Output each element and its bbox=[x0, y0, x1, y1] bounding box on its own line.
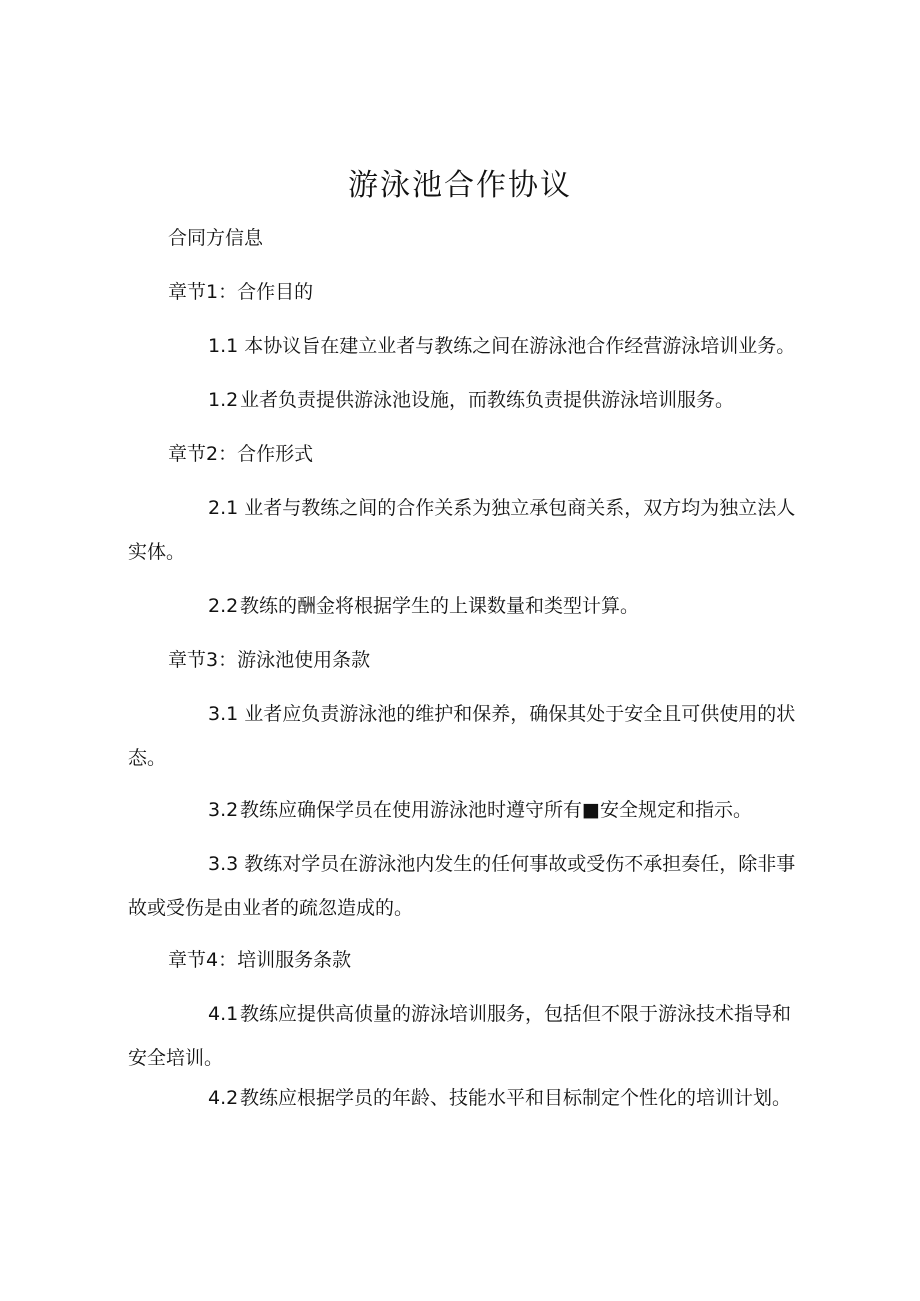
clause-2-1 bbox=[128, 486, 796, 574]
clause-4-2 bbox=[128, 1076, 796, 1120]
clause-number: 2.1 bbox=[208, 497, 239, 519]
paragraph-text: 章节2：合作形式 bbox=[168, 443, 314, 465]
clause-number: 3.2 bbox=[208, 799, 239, 821]
clause-number: 4.1 bbox=[208, 1003, 239, 1025]
clause-2-2 bbox=[128, 584, 796, 628]
clause-text: 教练的酬金将根据学生的上课数量和类型计算。 bbox=[240, 595, 640, 617]
clause-3-3 bbox=[128, 842, 796, 930]
clause-number: 1.1 bbox=[208, 335, 239, 357]
clause-text: 业者负责提供游泳池设施，而教练负责提供游泳培训服务。 bbox=[240, 389, 735, 411]
paragraph-parties-info bbox=[128, 216, 796, 260]
clause-text: 本协议旨在建立业者与教练之间在游泳池合作经营游泳培训业务。 bbox=[244, 335, 796, 357]
section-heading-2 bbox=[128, 432, 796, 476]
clause-text: 教练应确保学员在使用游泳池时遵守所有■安全规定和指示。 bbox=[240, 799, 752, 821]
clause-number: 1.2 bbox=[208, 389, 239, 411]
paragraph-text: 章节1：合作目的 bbox=[168, 281, 314, 303]
section-heading-4 bbox=[128, 938, 796, 982]
clause-number: 3.1 bbox=[208, 703, 239, 725]
clause-1-1 bbox=[128, 324, 796, 368]
section-heading-1 bbox=[128, 270, 796, 314]
clause-number: 4.2 bbox=[208, 1087, 239, 1109]
clause-text: 业者应负责游泳池的维护和保养，确保其处于安全且可供使用的状态。 bbox=[128, 703, 796, 769]
section-heading-3 bbox=[128, 638, 796, 682]
paragraph-text: 合同方信息 bbox=[168, 227, 264, 249]
clause-3-1 bbox=[128, 692, 796, 780]
clause-3-2 bbox=[128, 788, 796, 832]
clause-1-2 bbox=[128, 378, 796, 422]
document-title: 游泳池合作协议 bbox=[348, 168, 572, 203]
clause-number: 2.2 bbox=[208, 595, 239, 617]
clause-number: 3.3 bbox=[208, 853, 239, 875]
paragraph-text: 章节4：培训服务条款 bbox=[168, 949, 352, 971]
clause-text: 教练对学员在游泳池内发生的任何事故或受伤不承担奏任，除非事故或受伤是由业者的疏忽造成的。 bbox=[128, 853, 796, 919]
clause-text: 业者与教练之间的合作关系为独立承包商关系，双方均为独立法人实体。 bbox=[128, 497, 796, 563]
paragraph-text: 章节3：游泳池使用条款 bbox=[168, 649, 371, 671]
clause-text: 教练应提供高侦量的游泳培训服务，包括但不限于游泳技术指导和安全培训。 bbox=[128, 1003, 792, 1069]
clause-text: 教练应根据学员的年龄、技能水平和目标制定个性化的培训计划。 bbox=[240, 1087, 792, 1109]
clause-4-1 bbox=[128, 992, 796, 1080]
